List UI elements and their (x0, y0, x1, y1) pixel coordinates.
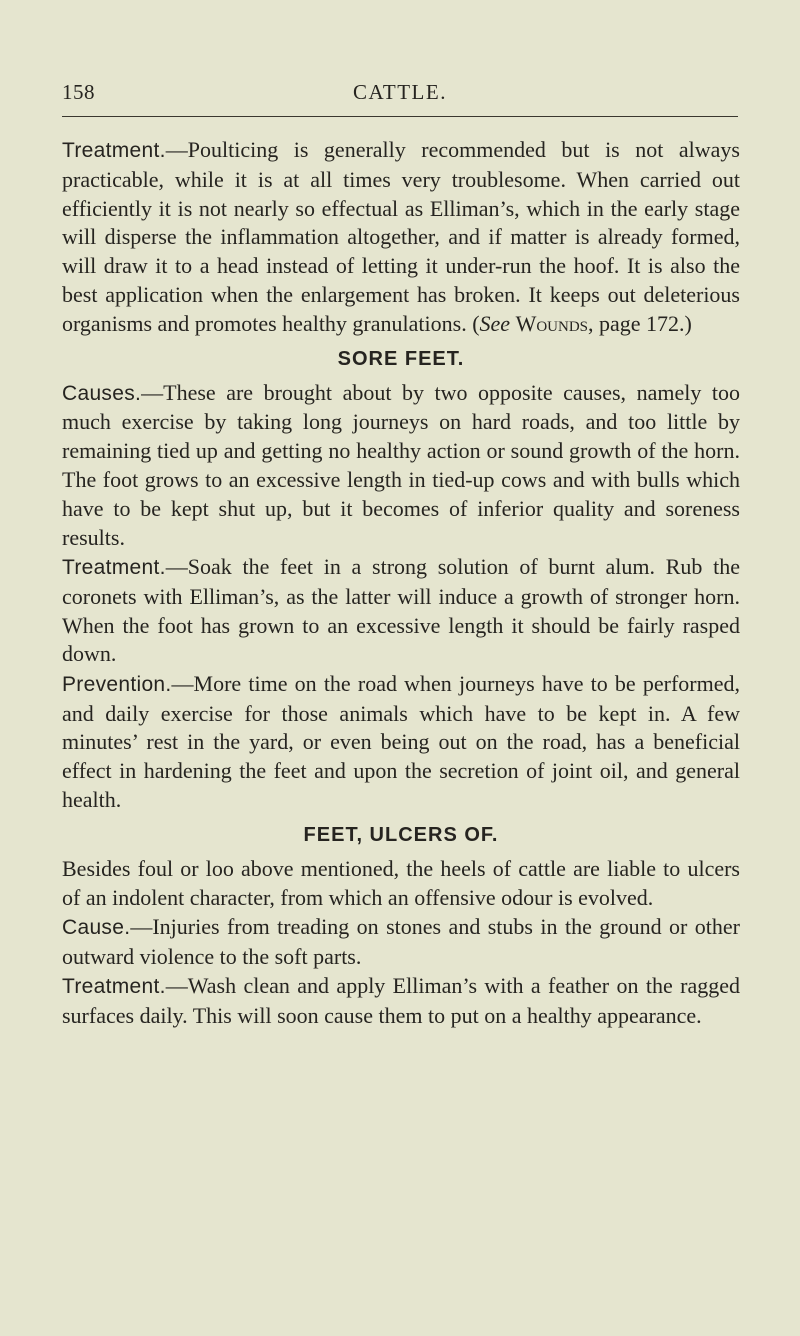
cause-text: —Injuries from treading on stones and stubs in the ground or other outward violence to the soft parts. (62, 913, 740, 969)
header-rule (62, 116, 738, 117)
reference-page: , page 172.) (588, 310, 692, 336)
reference-wounds: Wounds (515, 310, 588, 336)
feet-ulcers-heading: FEET, ULCERS OF. (303, 823, 499, 846)
sore-feet-treatment-paragraph (62, 553, 740, 669)
sore-feet-heading: SORE FEET. (337, 347, 465, 370)
reference-open: ( (472, 310, 480, 336)
ulcers-treatment-lead: Treatment. (62, 975, 166, 999)
causes-lead: Causes. (62, 381, 142, 405)
body-text (62, 136, 740, 1031)
reference-see: See (479, 310, 511, 336)
cause-paragraph (62, 913, 740, 972)
ulcers-intro-paragraph (62, 855, 740, 913)
running-head: CATTLE. (353, 80, 447, 104)
treatment-paragraph (62, 136, 740, 339)
causes-paragraph (62, 379, 740, 553)
treatment-text: —Poulticing is generally recommended but is not always practicable, while it is at all times very troublesome. When carried out efficiently it is not nearly so effectual as Elliman’s, which in the early stage will disperse the inflammation altogether, and if matter is already formed, will draw it to a head instead of letting it under-run the hoof. It is also the best application when the enlargement has broken. It keeps out deleterious organisms and promotes healthy granulations. (62, 137, 740, 336)
prevention-paragraph (62, 670, 740, 815)
page-number: 158 (62, 80, 95, 104)
treatment-lead: Treatment. (62, 139, 166, 162)
prevention-lead: Prevention. (62, 672, 172, 696)
sore-feet-treatment-lead: Treatment. (62, 555, 166, 579)
ulcers-intro-text: Besides foul or loo above mentioned, the heels of cattle are liable to ulcers of an indolent character, from which an offensive odour is evolved. (62, 855, 740, 910)
ulcers-treatment-paragraph (62, 972, 740, 1031)
causes-text: —These are brought about by two opposite causes, namely too much exercise by taking long journeys on hard roads, and too little by remaining tied up and getting no healthy action or sound growth of the horn. The foot grows to an excessive length in tied-up cows and with bulls which have to be kept shut up, but it becomes of inferior quality and soreness results. (62, 379, 740, 550)
sore-feet-treatment-text: —Soak the feet in a strong solution of burnt alum. Rub the coronets with Elliman’s, as the latter will induce a growth of stronger horn. When the foot has grown to an excessive length it should be fairly rasped down. (62, 553, 740, 667)
page-header (62, 80, 738, 114)
cause-lead: Cause. (62, 915, 131, 939)
prevention-text: —More time on the road when journeys have to be performed, and daily exercise for those animals which have to be kept in. A few minutes’ rest in the yard, or even being out on the road, has a beneficial effect in hardening the feet and upon the secretion of joint oil, and general health. (62, 670, 740, 812)
ulcers-treatment-text: —Wash clean and apply Elliman’s with a feather on the ragged surfaces daily. This will soon cause them to put on a healthy appearance. (62, 973, 740, 1028)
